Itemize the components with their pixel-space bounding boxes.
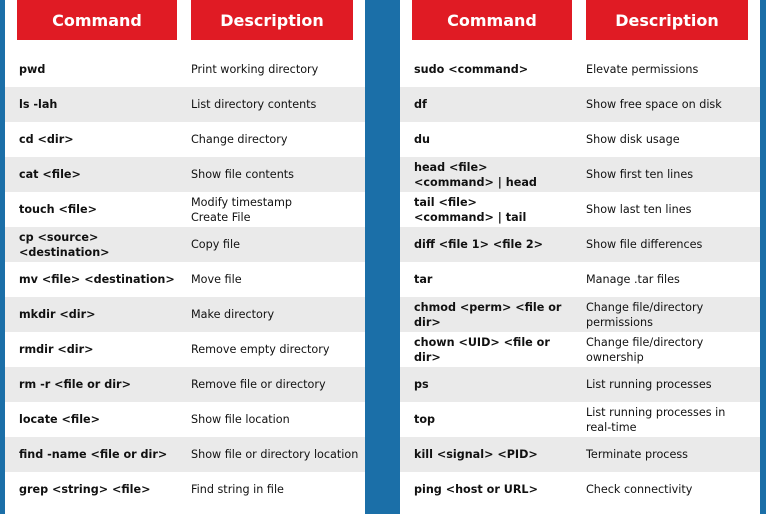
description-cell: List running processes in real-time — [586, 405, 726, 434]
table-row — [5, 437, 365, 472]
table-row — [400, 367, 760, 402]
table-row — [400, 402, 760, 437]
table-row — [400, 437, 760, 472]
command-column-header: Command — [412, 0, 572, 40]
description-cell: Make directory — [191, 308, 275, 321]
command-cell: sudo <command> — [414, 63, 529, 76]
description-cell: Remove file or directory — [191, 378, 326, 391]
command-cell: mkdir <dir> — [19, 308, 96, 321]
description-cell: Move file — [191, 273, 242, 286]
command-cell: pwd — [19, 63, 46, 76]
table-row — [5, 52, 365, 87]
description-cell: Show last ten lines — [586, 203, 692, 216]
description-cell: Show file or directory location — [191, 448, 359, 461]
description-cell: Terminate process — [586, 448, 688, 461]
command-cell: grep <string> <file> — [19, 483, 151, 496]
command-cell: rm -r <file or dir> — [19, 378, 131, 391]
description-cell: Show file contents — [191, 168, 294, 181]
command-cell: cat <file> — [19, 168, 81, 181]
description-column-header: Description — [586, 0, 748, 40]
table-row — [400, 52, 760, 87]
table-row — [400, 157, 760, 192]
command-cell: mv <file> <destination> — [19, 273, 175, 286]
command-cell: ping <host or URL> — [414, 483, 538, 496]
command-cell: ps — [414, 378, 429, 391]
left-table-body — [5, 52, 365, 507]
table-row — [5, 332, 365, 367]
table-row — [400, 192, 760, 227]
table-row — [400, 122, 760, 157]
description-cell: Print working directory — [191, 63, 319, 76]
description-cell: Change file/directory permissions — [586, 300, 704, 329]
command-cell: top — [414, 413, 436, 426]
command-cell: rmdir <dir> — [19, 343, 94, 356]
table-row — [400, 332, 760, 367]
table-row — [400, 472, 760, 507]
table-row — [400, 87, 760, 122]
description-cell: Elevate permissions — [586, 63, 699, 76]
table-row — [5, 192, 365, 227]
table-row — [5, 122, 365, 157]
description-cell: List directory contents — [191, 98, 317, 111]
description-cell: Show free space on disk — [586, 98, 722, 111]
description-cell: Find string in file — [191, 483, 284, 496]
description-cell: Copy file — [191, 238, 240, 251]
command-cell: diff <file 1> <file 2> — [414, 238, 543, 251]
command-column-header: Command — [17, 0, 177, 40]
table-row — [5, 472, 365, 507]
table-row — [5, 297, 365, 332]
description-cell: List running processes — [586, 378, 712, 391]
right-command-table — [400, 0, 760, 514]
table-row — [400, 297, 760, 332]
left-command-table — [5, 0, 365, 514]
command-cell: cp <source> <destination> — [19, 230, 110, 259]
description-cell: Change file/directory ownership — [586, 335, 704, 364]
table-row — [400, 227, 760, 262]
command-cell: ls -lah — [19, 98, 58, 111]
command-cell: find -name <file or dir> — [19, 448, 168, 461]
description-cell: Remove empty directory — [191, 343, 330, 356]
table-row — [5, 262, 365, 297]
command-cell: chmod <perm> <file or dir> — [414, 300, 562, 329]
command-cell: chown <UID> <file or dir> — [414, 335, 550, 364]
table-row — [5, 227, 365, 262]
command-cell: du — [414, 133, 430, 146]
description-cell: Show file differences — [586, 238, 703, 251]
description-cell: Check connectivity — [586, 483, 693, 496]
command-cell: locate <file> — [19, 413, 100, 426]
command-cell: touch <file> — [19, 203, 97, 216]
description-column-header: Description — [191, 0, 353, 40]
description-cell: Show disk usage — [586, 133, 680, 146]
command-cell: df — [414, 98, 427, 111]
table-row — [400, 262, 760, 297]
description-cell: Show first ten lines — [586, 168, 694, 181]
command-cell: head <file> <command> | head — [414, 160, 537, 189]
command-cell: cd <dir> — [19, 133, 74, 146]
description-cell: Show file location — [191, 413, 290, 426]
command-cell: tail <file> <command> | tail — [414, 195, 527, 224]
command-cell: tar — [414, 273, 433, 286]
command-cell: kill <signal> <PID> — [414, 448, 538, 461]
table-row — [5, 87, 365, 122]
right-table-body — [400, 52, 760, 507]
table-row — [5, 157, 365, 192]
table-row — [5, 367, 365, 402]
description-cell: Modify timestamp Create File — [191, 195, 292, 224]
description-cell: Change directory — [191, 133, 288, 146]
description-cell: Manage .tar files — [586, 273, 680, 286]
table-row — [5, 402, 365, 437]
